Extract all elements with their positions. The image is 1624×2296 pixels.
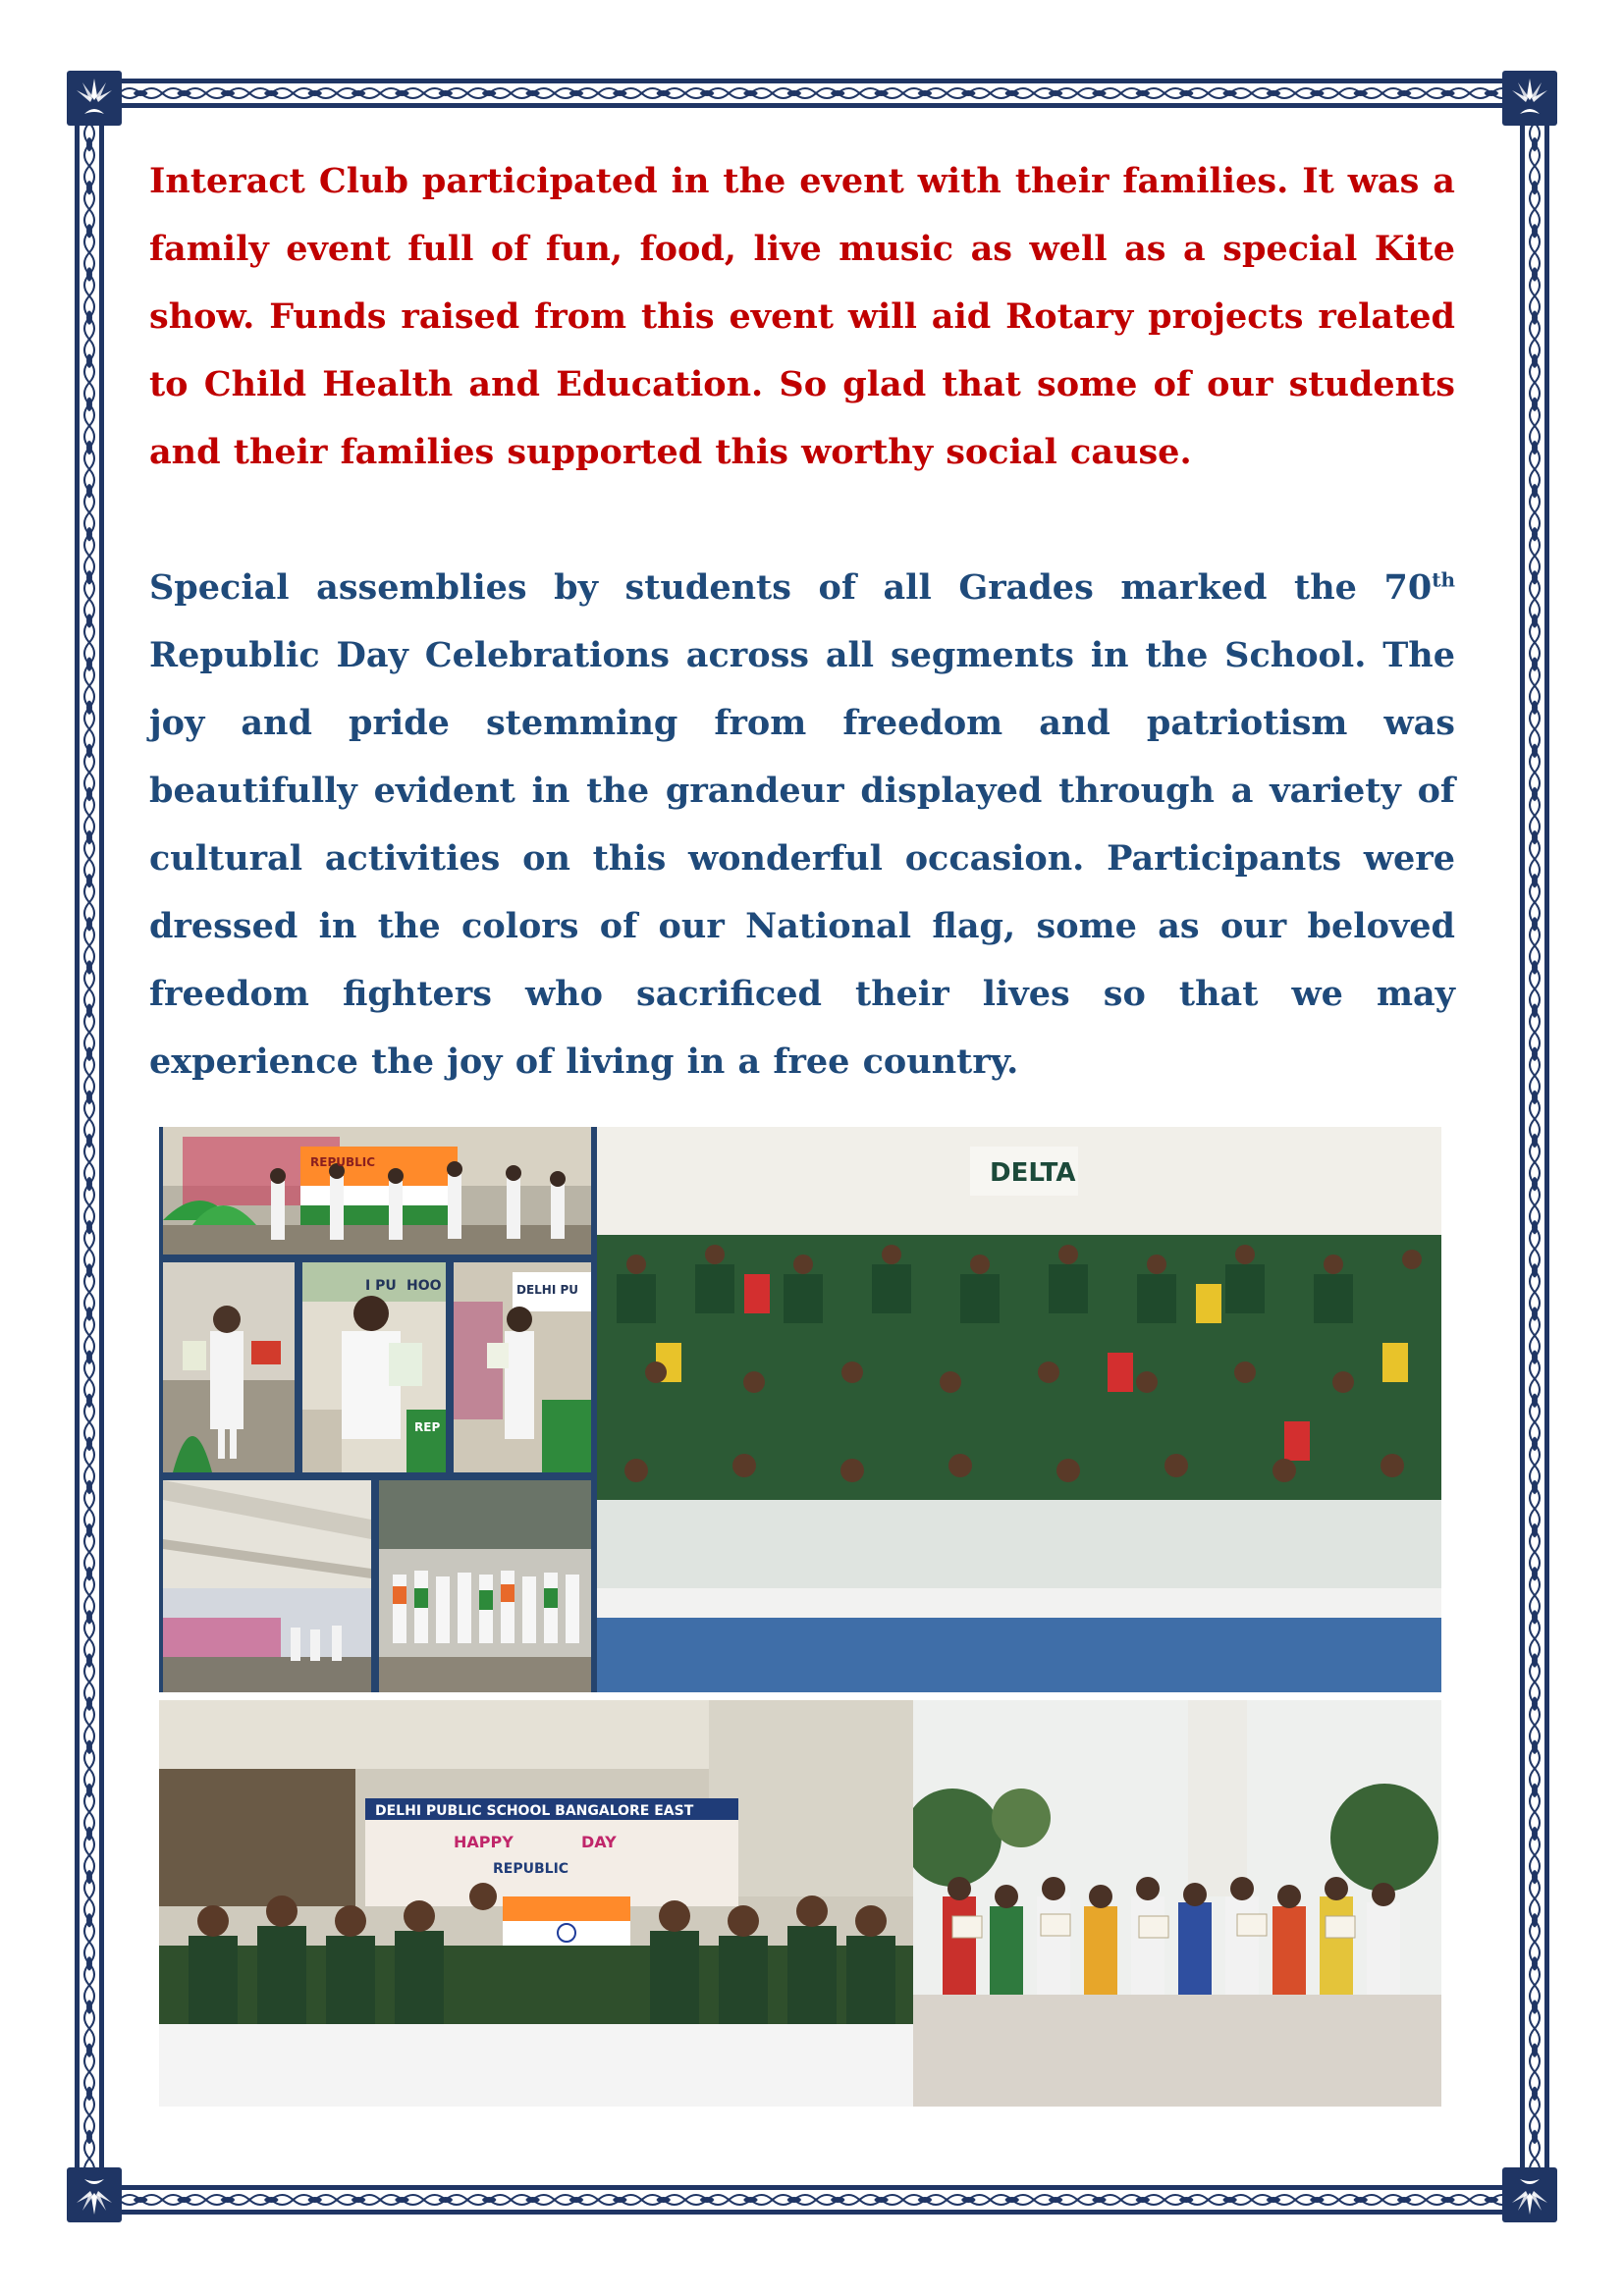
border-left: [75, 118, 104, 2175]
photo-sign-school-b: HOO: [406, 1278, 442, 1294]
photo-sign-day: DAY: [581, 1833, 617, 1851]
photo-sign-school-a: I PU: [365, 1278, 397, 1294]
photo-sign-school-banner: DELHI PUBLIC SCHOOL BANGALORE EAST: [375, 1803, 694, 1819]
border-right: [1520, 118, 1549, 2175]
corner-ornament-icon: [67, 2167, 122, 2222]
photo-sign-rep: REP: [414, 1420, 441, 1434]
photo-auditorium-stage: [163, 1480, 371, 1692]
republic-day-text-rest: Republic Day Celebrations across all segments in the School. The joy and pride stemming from freedom and patriotism was beautifully evident in the grandeur displayed through a variety of cultural activities on this wonderful occasion. Participants were dressed in the colors of our National flag, some as our beloved freedom fighters who sacrificed their lives so that we may experience the joy of living in a free country.: [149, 635, 1455, 1082]
photo-sign-happy: HAPPY: [454, 1833, 514, 1851]
corner-ornament-icon: [1502, 71, 1557, 126]
republic-day-paragraph: [149, 554, 1455, 1095]
photo-sign-republic: REPUBLIC: [310, 1155, 376, 1169]
republic-day-text-start: Special assemblies by students of all Grades marked the 70: [149, 567, 1433, 608]
border-top: [114, 79, 1510, 108]
photo-group-with-flag: [159, 1700, 913, 2107]
photo-student-announcer: [454, 1262, 591, 1472]
photo-sign-republic-banner: REPUBLIC: [493, 1861, 569, 1877]
photo-costumed-students: [913, 1700, 1441, 2107]
photo-group-on-stage: [379, 1480, 591, 1692]
photo-sign-school-c: DELHI PU: [516, 1283, 579, 1297]
border-bottom: [114, 2185, 1510, 2215]
photo-stage-performance: [163, 1127, 591, 1255]
interact-club-paragraph: Interact Club participated in the event with their families. It was a family event full of fun, food, live music as well as a special Kite show. Funds raised from this event will aid Rotary projects related to Child Health and Education. So glad that some of our students and their families supported this worthy social cause.: [149, 161, 1455, 472]
photo-sign-delta: DELTA: [990, 1158, 1076, 1188]
photo-collage: [159, 1127, 1441, 2107]
photo-student-reading: [302, 1262, 446, 1472]
ordinal-suffix: th: [1432, 567, 1455, 592]
corner-ornament-icon: [67, 71, 122, 126]
corner-ornament-icon: [1502, 2167, 1557, 2222]
photo-student-speaker: [163, 1262, 295, 1472]
photo-large-group-delta: [597, 1127, 1441, 1692]
